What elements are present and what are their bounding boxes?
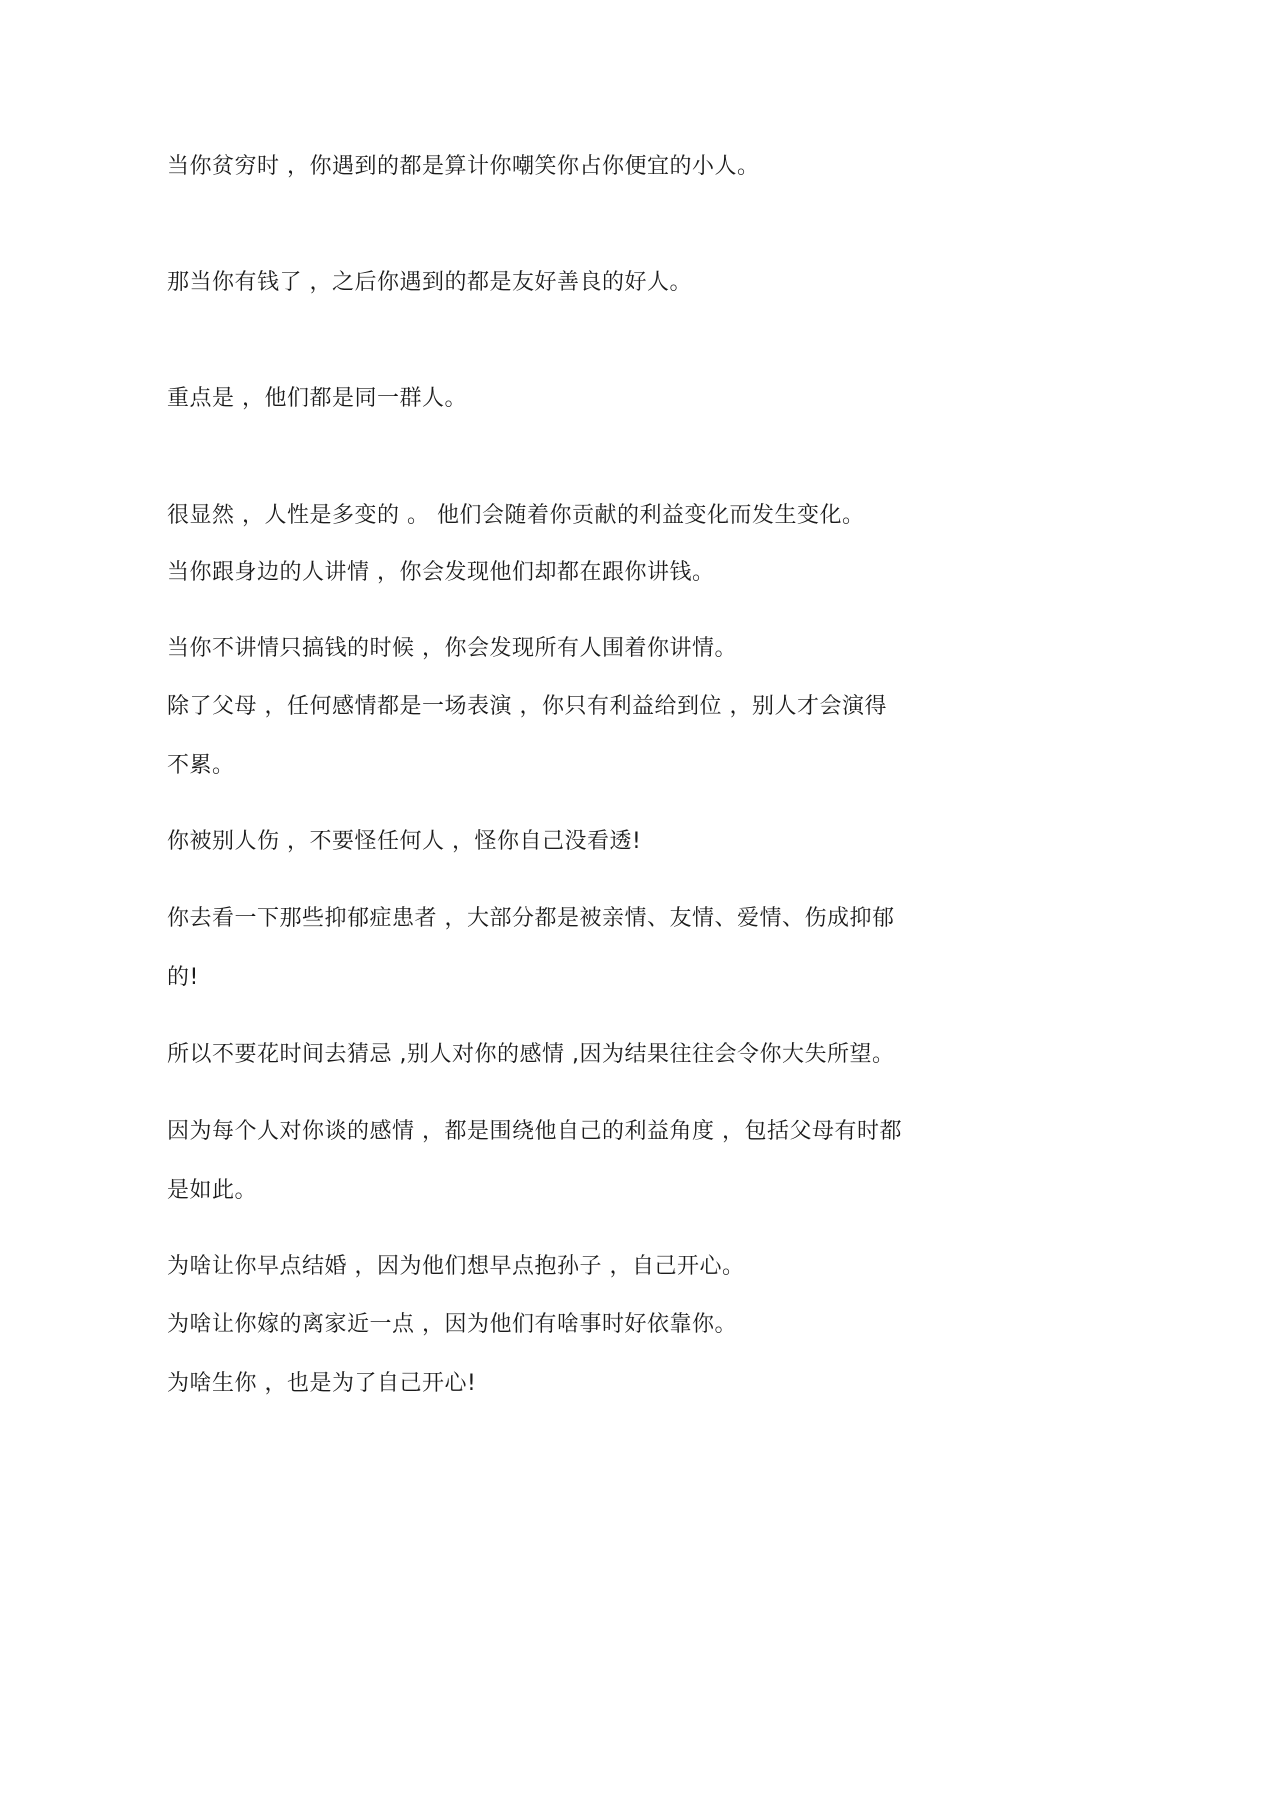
text-line: 除了父母 ，任何感情都是一场表演 ，你只有利益给到位 ，别人才会演得	[167, 694, 887, 719]
text-line: 不累。	[167, 753, 235, 778]
text-line: 为啥让你早点结婚 ，因为他们想早点抱孙子 ，自己开心。	[167, 1254, 745, 1279]
text-line: 是如此。	[167, 1178, 258, 1203]
text-line: 为啥让你嫁的离家近一点 ，因为他们有啥事时好依靠你。	[167, 1312, 737, 1337]
text-line: 你去看一下那些抑郁症患者 ，大部分都是被亲情、友情、爱情、伤成抑郁	[167, 906, 895, 931]
text-line: 的!	[167, 965, 199, 990]
text-line: 重点是 ，他们都是同一群人。	[167, 386, 467, 411]
text-line: 为啥生你 ，也是为了自己开心!	[167, 1371, 477, 1396]
text-line: 因为每个人对你谈的感情 ，都是围绕他自己的利益角度 ，包括父母有时都	[167, 1119, 902, 1144]
text-line: 当你不讲情只搞钱的时候 ，你会发现所有人围着你讲情。	[167, 636, 737, 661]
text-line: 所以不要花时间去猜忌 ,别人对你的感情 ,因为结果往往会令你大失所望。	[167, 1042, 895, 1067]
text-line: 当你跟身边的人讲情 ，你会发现他们却都在跟你讲钱。	[167, 560, 715, 585]
text-line: 你被别人伤 ，不要怪任何人 ，怪你自己没看透!	[167, 829, 642, 854]
text-line: 很显然 ，人性是多变的 。 他们会随着你贡献的利益变化而发生变化。	[167, 503, 865, 528]
text-line: 当你贫穷时 ，你遇到的都是算计你嘲笑你占你便宜的小人。	[167, 154, 760, 179]
text-line: 那当你有钱了 ，之后你遇到的都是友好善良的好人。	[167, 270, 692, 295]
